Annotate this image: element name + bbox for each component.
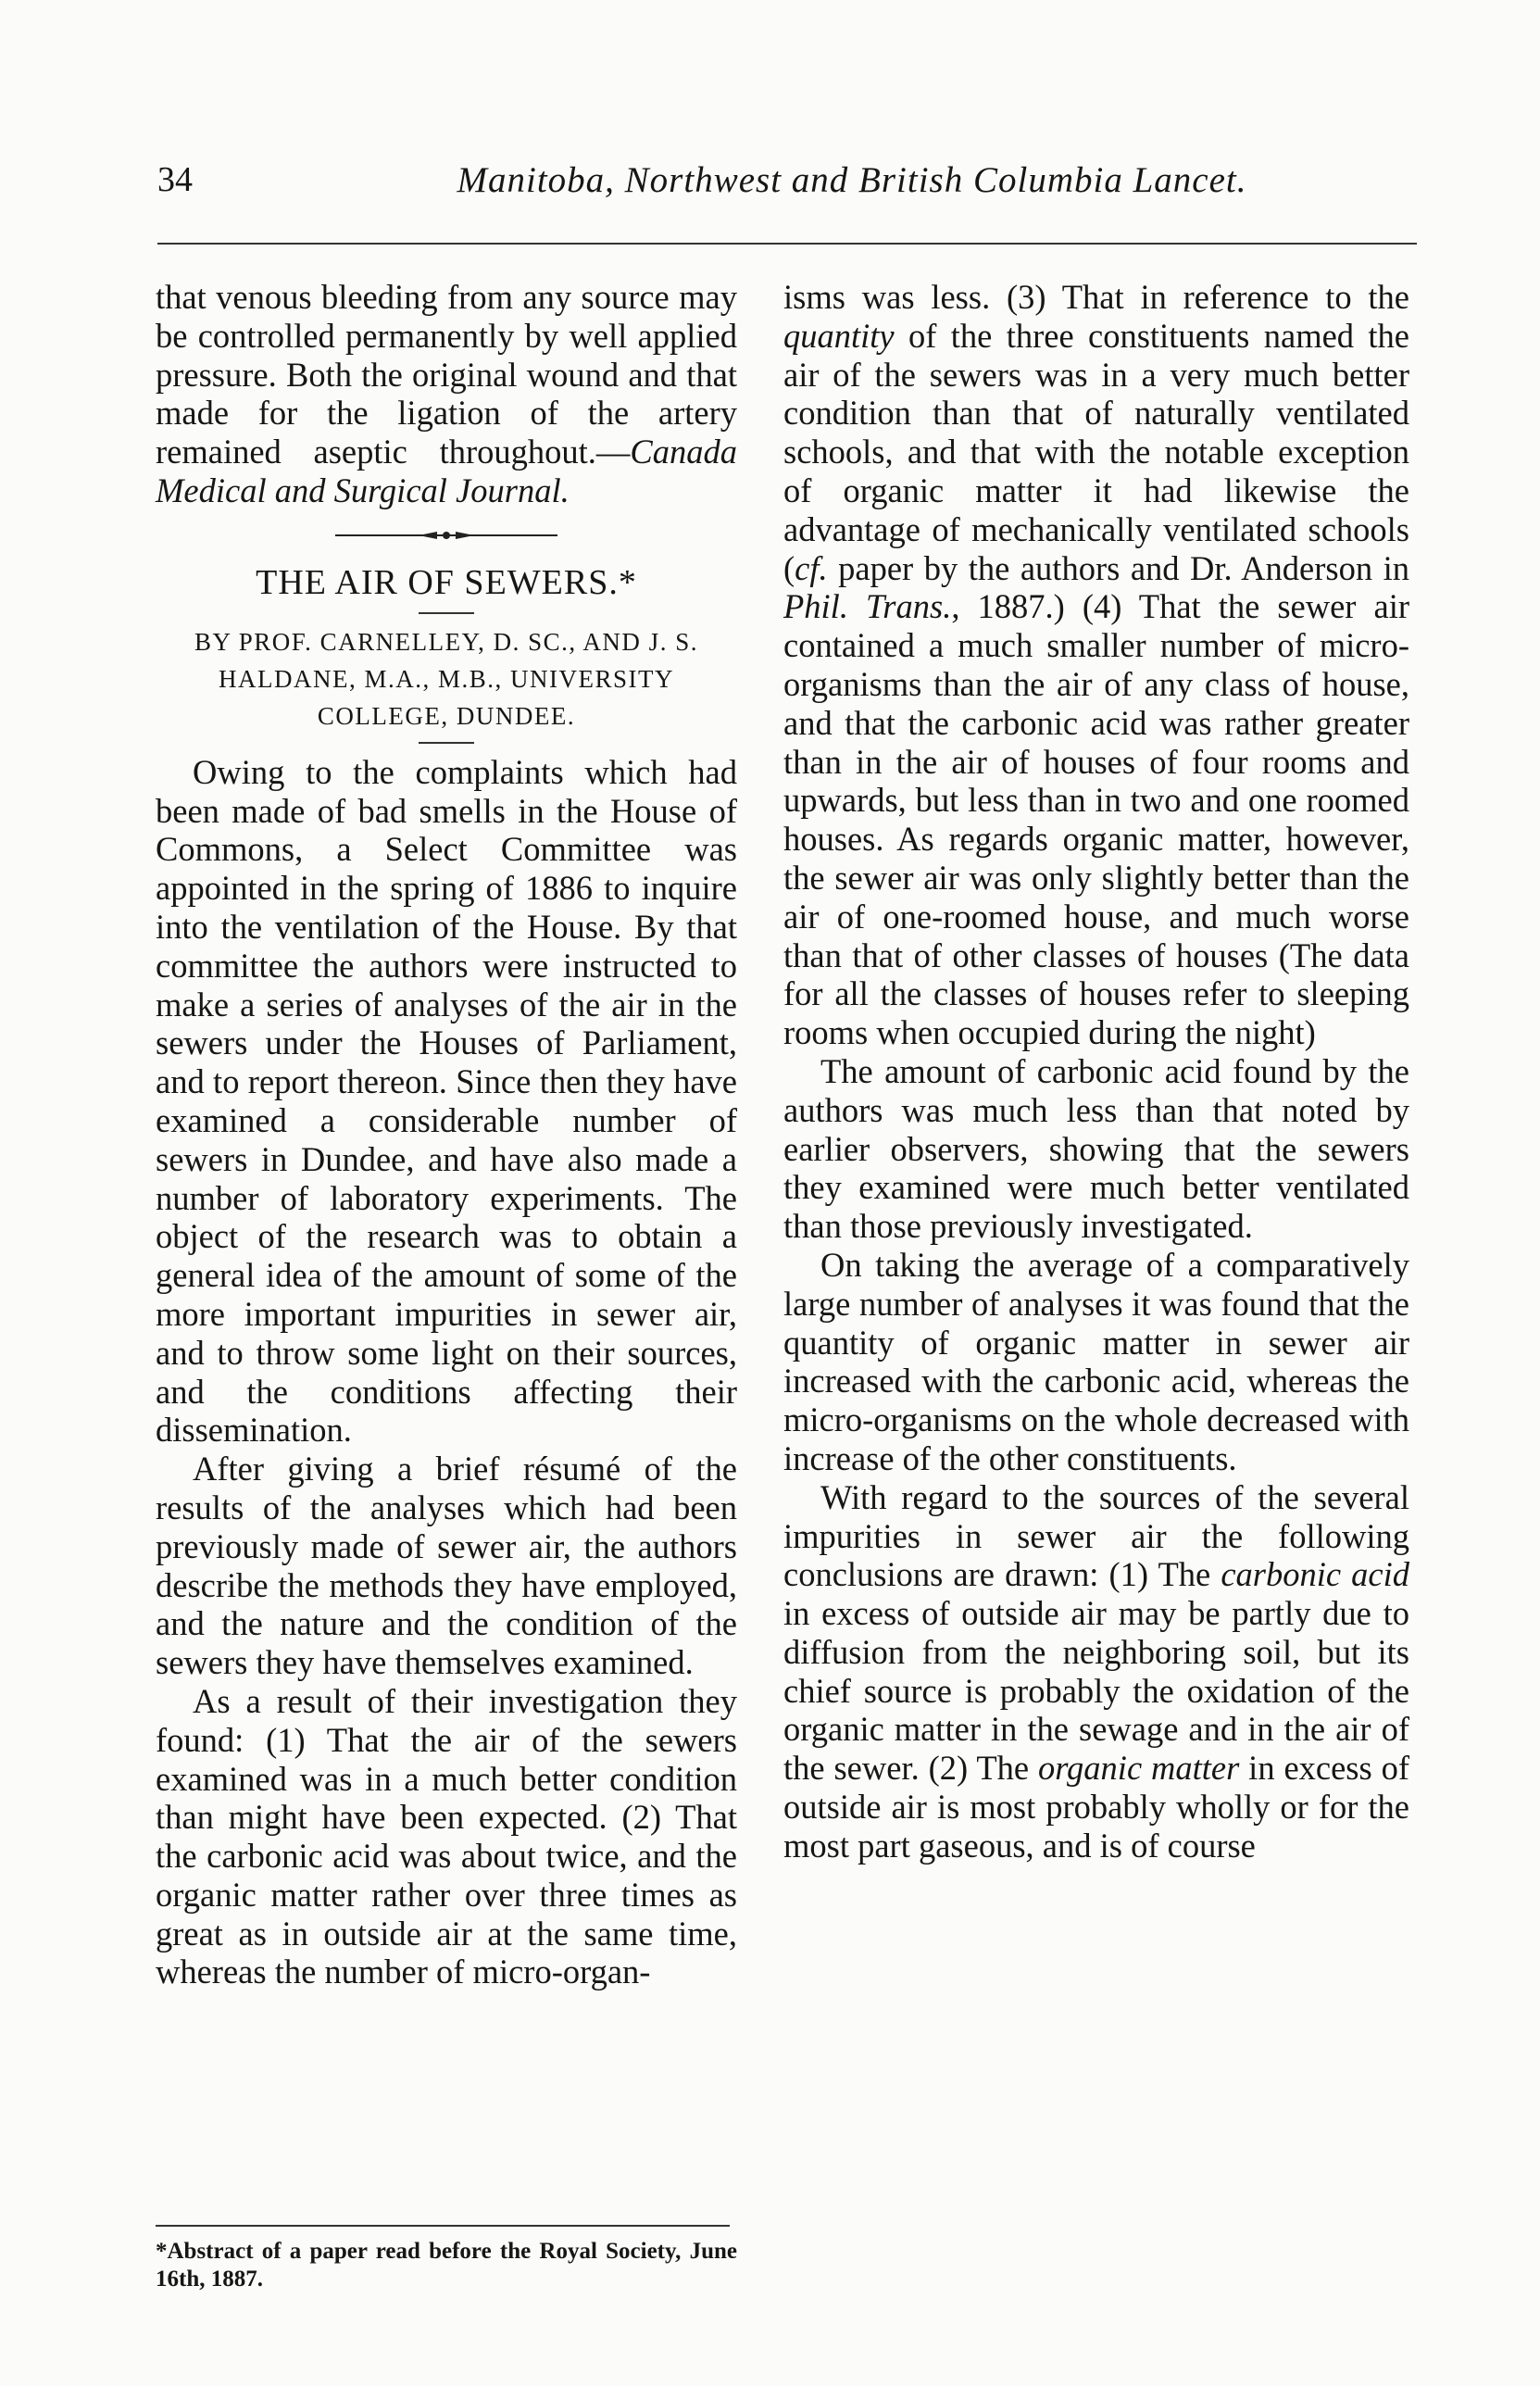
body-paragraph: Owing to the complaints which had been made of bad smells in the House of Commons, a Select Committee was appointed in the spring of 1886 to inquire into the ventilation of the House. By that committee the authors were instructed to make a series of analyses of the air in the sewers under the Houses of Parliament, and to report thereon. Since then they have examined a considerable number of sewers in Dundee, and have also made a number of laboratory experiments. The object of the research was to obtain a general idea of the amount of some of the more important impurities in sewer air, and to throw some light on their sources, and the conditions affecting their dissemination. [156,752,737,1450]
left-column [156,278,737,1991]
body-paragraph: The amount of carbonic acid found by the authors was much less than that noted by earlier observers, showing that the sewers they examined were much better ventilated than those previously investigated. [783,1051,1409,1246]
text-run: isms was less. (3) That in reference to the [783,278,1409,316]
text-run: in excess of outside air may be partly due to diffusion from the neighboring soil, but its chief source is probably the oxidation of the organic matter in the sewage and in the air of the sewer. (2) The [783,1594,1409,1788]
body-paragraph [783,1478,1409,1865]
body-paragraph: As a result of their investigation they found: (1) That the air of the sewers examined was in a much better condition than might have been expected. (2) That the carbonic acid was about twice, and the organic matter rather over three times as great as in outside air at the same time, whereas the number of micro-organ- [156,1681,737,1991]
article-title: THE AIR OF SEWERS.* [256,562,637,602]
italic-run: Phil. Trans. [783,587,952,626]
italic-run: cf. [795,548,828,587]
text-run: paper by the authors and Dr. Anderson in [827,548,1409,587]
italic-run: quantity [783,316,895,355]
carryover-text: that venous bleeding from any source may be controlled permanently by well applied pressure. Both the original wound and that made for the ligation of the artery remained aseptic throughout.— [156,278,737,471]
text-run: , 1887.) (4) That the sewer air contained a much smaller number of micro-organisms than the air of any class of house, and that the carbonic acid was rather greater than in the air of houses of four rooms and upwards, but less than in two and one roomed houses. As regards organic matter, however, the sewer air was only slightly better than the air of one-roomed house, and much worse than that of other classes of houses (The data for all the classes of houses refer to sleeping rooms when occupied during the night) [783,587,1409,1052]
italic-run: carbonic acid [1221,1555,1409,1594]
header-rule [157,243,1417,245]
section-ornament [298,523,595,547]
footnote: *Abstract of a paper read before the Royal Society, June 16th, 1887. [156,2239,737,2292]
carryover-paragraph [156,278,737,510]
byline: BY PROF. CARNELLEY, D. SC., AND J. S. HALDANE, M.A., M.B., UNIVERSITY COLLEGE, DUNDEE. [194,627,698,730]
body-paragraph [783,278,1409,1052]
running-head [157,159,1408,215]
source-citation: Canada Medical and Surgical Journal. [156,433,737,509]
journal-title: Manitoba, Northwest and British Columbia Lancet. [457,160,1247,200]
text-run: With regard to the sources of the several impurities in sewer air the following conclusions are drawn: (1) The [783,1477,1409,1594]
footnote-rule [156,2225,730,2227]
text-run: of the three constituents named the air of the sewers was in a very much better condition than that of naturally ventilated schools, and that with the notable exception of organic matter it had likewise the advantage of mechanically ventilated schools ( [783,316,1409,587]
right-column [783,278,1409,1865]
italic-run: organic matter [1037,1749,1240,1788]
page-number: 34 [157,160,193,199]
body-paragraph: On taking the average of a comparatively large number of analyses it was found that the quantity of organic matter in sewer air increased with the carbonic acid, whereas the micro-organisms on the whole decreased with increase of the other constituents. [783,1245,1409,1477]
title-rule [419,612,474,614]
byline-rule [419,742,474,744]
text-run: in excess of outside air is most probably wholly or for the most part gaseous, and is of course [783,1749,1409,1865]
body-paragraph: After giving a brief résumé of the results of the analyses which had been previously made of sewer air, the authors describe the methods they have employed, and the nature and the condition of the sewers they have themselves examined. [156,1450,737,1682]
